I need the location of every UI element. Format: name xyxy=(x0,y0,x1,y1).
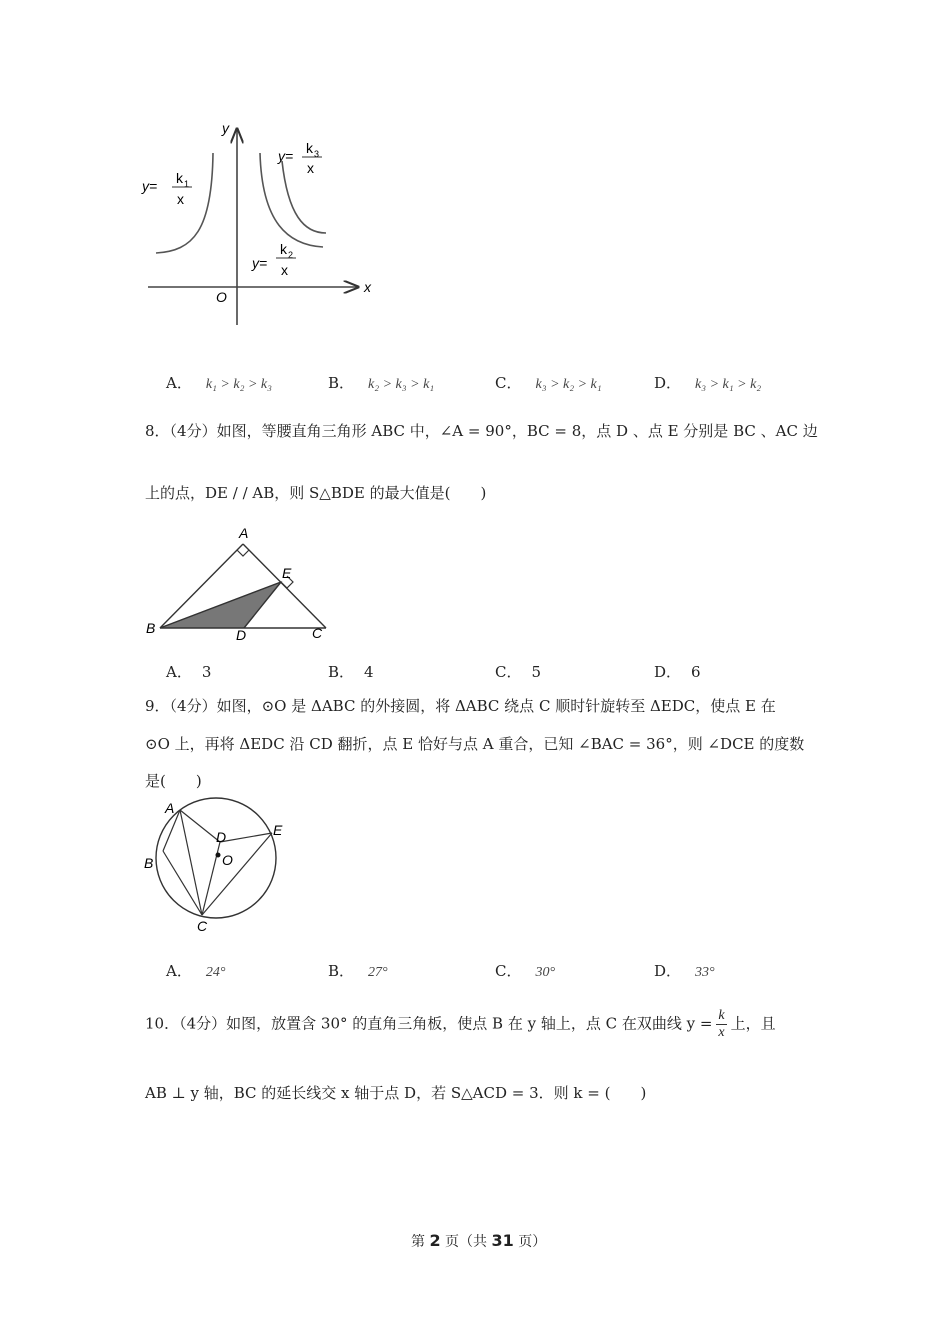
axis-y-label: y xyxy=(222,120,229,136)
k3-y-label: y= xyxy=(278,148,294,164)
q8-option-d[interactable]: D． 6 xyxy=(654,663,701,681)
k3-den: x xyxy=(307,160,314,176)
k2-sub: 2 xyxy=(288,250,294,260)
k3-num: k xyxy=(306,140,313,156)
k2-y-label: y= xyxy=(252,255,268,271)
q8-option-c[interactable]: C． 5 xyxy=(495,663,542,681)
q8-stem-line1: 8．（4分）如图，等腰直角三角形 ABC 中，∠A = 90°，BC = 8，点 D 、点 E 分别是 BC 、AC 边 xyxy=(145,422,818,440)
q9-option-a[interactable]: A． 24° xyxy=(166,962,226,980)
current-page-number: 2 xyxy=(429,1231,441,1250)
fraction-k-over-x: $\frac{k}{x}$ xyxy=(718,1008,725,1040)
center-point-o xyxy=(216,853,221,858)
label-e: E xyxy=(273,822,283,838)
label-c: C xyxy=(312,625,323,641)
k2-den: x xyxy=(281,262,288,278)
label-e: E xyxy=(282,565,292,581)
q7-hyperbola-figure xyxy=(138,115,388,330)
q9-option-b[interactable]: B． 27° xyxy=(328,962,388,980)
label-c: C xyxy=(197,918,208,934)
q9-stem-line3: 是( ) xyxy=(145,772,202,790)
k3-sub: 3 xyxy=(314,149,320,159)
label-b: B xyxy=(146,620,156,636)
curve-k3 xyxy=(282,161,326,233)
label-d: D xyxy=(236,627,247,643)
q8-option-a[interactable]: A． 3 xyxy=(166,663,212,681)
total-pages-number: 31 xyxy=(491,1231,514,1250)
q7-option-b[interactable]: B． k₂ > k₃ > k₁ xyxy=(328,374,435,392)
k1-sub: 1 xyxy=(184,179,190,189)
k2-num: k xyxy=(280,241,287,257)
q7-option-a[interactable]: A． k₁ > k₂ > k₃ xyxy=(166,374,272,392)
label-b: B xyxy=(144,855,154,871)
q9-circle-figure xyxy=(140,795,300,935)
right-angle-a xyxy=(237,550,249,556)
label-d: D xyxy=(216,829,227,845)
label-a: A xyxy=(165,800,175,816)
q7-option-c[interactable]: C． k₃ > k₂ > k₁ xyxy=(495,374,602,392)
q9-stem-line1: 9．（4分）如图，⊙O 是 ΔABC 的外接圆，将 ΔABC 绕点 C 顺时针旋转至 ΔEDC，使点 E 在 xyxy=(145,697,776,715)
page-footer: 第 2 页（共 31 页） xyxy=(411,1231,547,1250)
q8-option-b[interactable]: B． 4 xyxy=(328,663,374,681)
origin-label: O xyxy=(216,289,227,305)
label-o: O xyxy=(222,852,233,868)
q10-stem-line2: AB ⊥ y 轴，BC 的延长线交 x 轴于点 D，若 S△ACD = 3．则 k = ( ) xyxy=(145,1084,647,1102)
q9-option-c[interactable]: C． 30° xyxy=(495,962,556,980)
label-a: A xyxy=(239,525,249,541)
q8-stem-line2: 上的点，DE / / AB，则 S△BDE 的最大值是( ) xyxy=(145,484,487,502)
q10-stem-line1: 10．（4分）如图，放置含 30° 的直角三角板，使点 B 在 y 轴上，点 C 在双曲线 y = $\frac{k}{x}$ 上，且 xyxy=(145,1008,776,1040)
q9-option-d[interactable]: D． 33° xyxy=(654,962,715,980)
k1-num: k xyxy=(176,170,183,186)
curve-k1 xyxy=(156,153,213,253)
axis-x-label: x xyxy=(364,279,371,295)
k1-den: x xyxy=(177,191,184,207)
k1-y-label: y= xyxy=(142,178,158,194)
q9-stem-line2: ⊙O 上，再将 ΔEDC 沿 CD 翻折，点 E 恰好与点 A 重合，已知 ∠BAC = 36°，则 ∠DCE 的度数 xyxy=(145,735,805,753)
q8-triangle-figure xyxy=(140,520,340,645)
q7-option-d[interactable]: D． k₃ > k₁ > k₂ xyxy=(654,374,762,392)
